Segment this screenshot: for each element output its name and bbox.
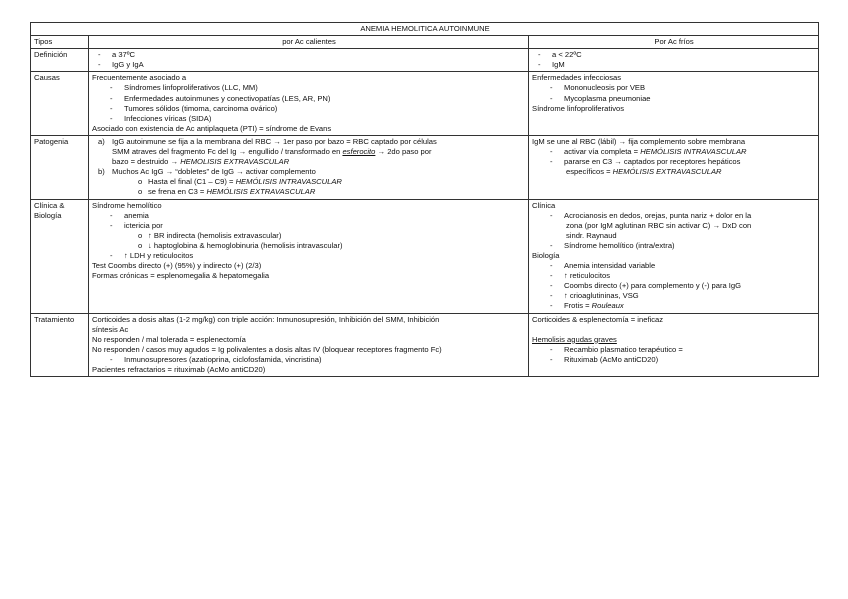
list-item: - anemia [110, 210, 149, 220]
patogenia-frios [529, 135, 819, 199]
label-causas: Causas [31, 72, 89, 136]
header-ac-frios: Por Ac fríos [529, 36, 819, 49]
tratamiento-cal-line: Corticoides a dosis altas (1-2 mg/kg) con triple acción: Inmunosupresión, Inhibición del SMM, Inhibición [92, 314, 440, 324]
tratamiento-frio-heading: Hemolisis agudas graves [532, 334, 617, 344]
list-item-cont: bazo = destruido → HEMOLISIS EXTRAVASCULAR [112, 157, 290, 167]
list-item: - pararse en C3 → captados por receptores hepáticos [550, 157, 741, 167]
list-item: - Enfermedades autoinmunes y conectivopatías (LES, AR, PN) [110, 93, 331, 103]
label-definicion: Definición [31, 49, 89, 72]
row-patogenia [31, 135, 819, 199]
causas-frio-intro: Enfermedades infecciosas [532, 73, 622, 83]
list-item-cont: específicos = HEMÓLISIS EXTRAVASCULAR [566, 167, 722, 177]
causas-cal-intro: Frecuentemente asociado a [92, 73, 187, 83]
list-item: o ↑ BR indirecta (hemolisis extravascular) [138, 230, 282, 240]
list-item: a) IgG autoinmune se fija a la membrana del RBC → 1er paso por bazo = RBC captado por células [98, 136, 437, 146]
tratamiento-frios [529, 313, 819, 377]
tratamiento-cal-line: No responden / mal tolerada = esplenectomía [92, 334, 246, 344]
list-item-cont: sindr. Raynaud [566, 230, 617, 240]
list-item: - Síndromes linfoproliferativos (LLC, MM) [110, 83, 258, 93]
list-item-cont: SMM atraves del fragmento Fc del Ig → engullido / transformado en esferocito → 2do paso por [112, 147, 432, 157]
clinica-cal-coombs: Test Coombs directo (+) (95%) y indirecto (+) (2/3) [92, 261, 262, 271]
row-tratamiento [31, 313, 819, 377]
causas-frios [529, 72, 819, 136]
label-tratamiento: Tratamiento [31, 313, 89, 377]
row-clinica [31, 199, 819, 313]
clinica-cal-cronicas: Formas crónicas = esplenomegalia & hepatomegalia [92, 271, 270, 281]
tratamiento-calientes [89, 313, 529, 377]
list-item: - Mononucleosis por VEB [550, 83, 646, 93]
clinica-frio-intro: Clínica [532, 200, 556, 210]
list-item: - Inmunosupresores (azatioprina, ciclofosfamida, vincristina) [110, 354, 322, 364]
clinica-cal-intro: Síndrome hemolítico [92, 200, 162, 210]
header-tipos: Tipos [31, 36, 89, 49]
list-item: - Frotis = Rouleaux [550, 301, 624, 311]
anemia-summary-table [30, 22, 819, 377]
list-item: - activar vía completa = HEMÓLISIS INTRAVASCULAR [550, 147, 747, 157]
list-item: - Acrocianosis en dedos, orejas, punta nariz + dolor en la [550, 210, 752, 220]
list-item: o Hasta el final (C1 – C9) = HEMÓLISIS INTRAVASCULAR [138, 177, 342, 187]
row-causas [31, 72, 819, 136]
list-item: - Tumores sólidos (timoma, carcinoma ovárico) [110, 103, 278, 113]
table-title: ANEMIA HEMOLITICA AUTOINMUNE [31, 23, 819, 36]
list-item: - Infecciones víricas (SIDA) [110, 113, 212, 123]
patogenia-frio-intro: IgM se une al RBC (lábil) → fija complemento sobre membrana [532, 136, 746, 146]
definicion-frios [529, 49, 819, 72]
tratamiento-cal-line: Pacientes refractarios = rituximab (AcMo antiCD20) [92, 365, 266, 374]
list-item: - Síndrome hemolítico (intra/extra) [550, 240, 675, 250]
list-item: - ictericia por [110, 220, 163, 230]
header-row [31, 36, 819, 49]
list-item: - Anemia intensidad variable [550, 261, 656, 271]
list-item: b) Muchos Ac IgG → “dobletes” de IgG → activar complemento [98, 167, 316, 177]
tratamiento-frio-line: Corticoides & esplenectomía = ineficaz [532, 314, 664, 324]
list-item: - Mycoplasma pneumoniae [550, 93, 651, 103]
tratamiento-cal-line: síntesis Ac [92, 324, 129, 334]
causas-cal-outro: Asociado con existencia de Ac antiplaqueta (PTI) = síndrome de Evans [92, 123, 332, 133]
list-item: - IgG y IgA [98, 60, 144, 70]
definicion-calientes [89, 49, 529, 72]
causas-frio-outro: Síndrome linfoproliferativos [532, 103, 625, 113]
list-item: o ↓ haptoglobina & hemoglobinuria (hemolisis intravascular) [138, 240, 343, 250]
clinica-frios [529, 199, 819, 313]
list-item: - Coombs directo (+) para complemento y (-) para IgG [550, 281, 742, 291]
list-item-cont: zona (por IgM aglutinan RBC sin activar C) → DxD con [566, 220, 752, 230]
list-item: - Recambio plasmatico terapéutico = [550, 344, 683, 354]
list-item: - ↑ crioaglutininas, VSG [550, 291, 639, 301]
list-item: o se frena en C3 = HEMÓLISIS EXTRAVASCULAR [138, 187, 316, 197]
list-item: - a < 22ºC [538, 50, 582, 60]
spacer [532, 325, 816, 335]
label-clinica: Clínica & Biología [31, 199, 89, 313]
clinica-frio-biologia: Biología [532, 250, 560, 260]
title-row [31, 23, 819, 36]
clinica-calientes [89, 199, 529, 313]
label-patogenia: Patogenia [31, 135, 89, 199]
list-item: - a 37ºC [98, 50, 136, 60]
tratamiento-cal-line: No responden / casos muy agudos = Ig polivalentes a dosis altas IV (bloquear receptores fragmento Fc) [92, 344, 442, 354]
row-definicion [31, 49, 819, 72]
causas-calientes [89, 72, 529, 136]
patogenia-calientes [89, 135, 529, 199]
list-item: - ↑ LDH y reticulocitos [110, 250, 194, 260]
list-item: - Rituximab (AcMo antiCD20) [550, 354, 659, 364]
list-item: - ↑ reticulocitos [550, 271, 611, 281]
list-item: - IgM [538, 60, 565, 70]
header-ac-calientes: por Ac calientes [89, 36, 529, 49]
